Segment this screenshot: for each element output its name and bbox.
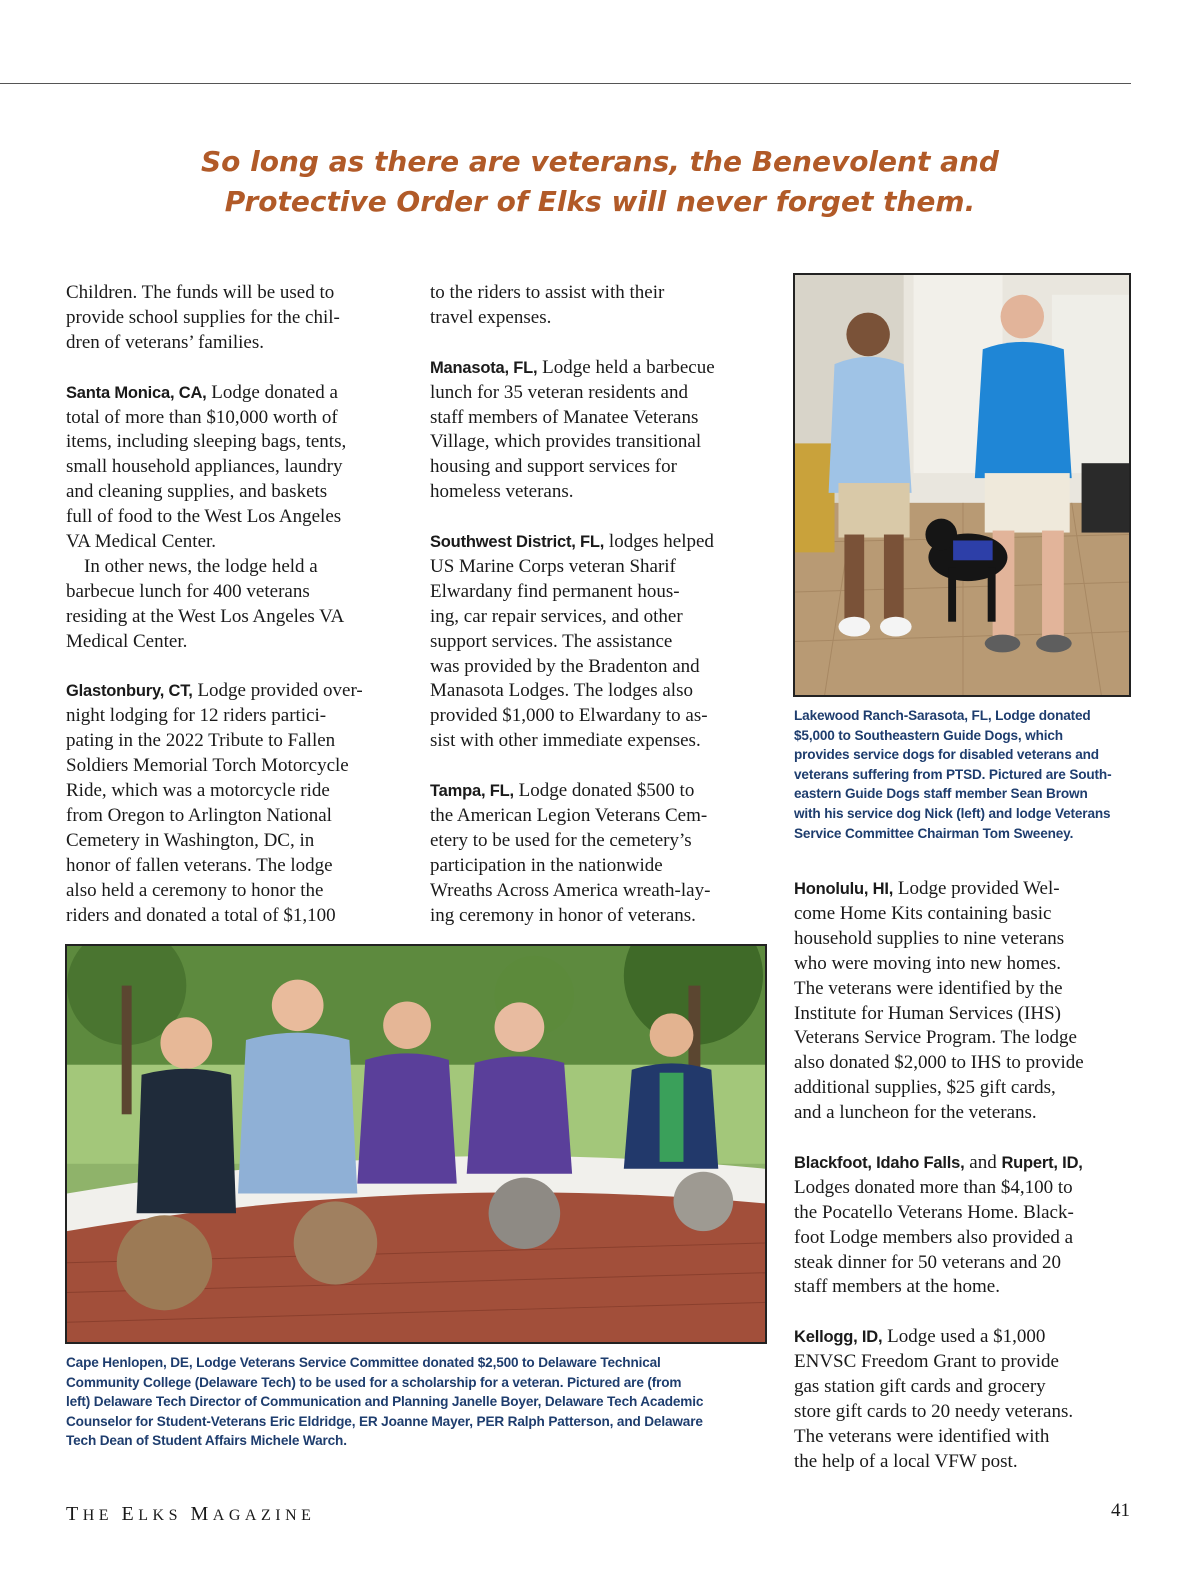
text-line: pating in the 2022 Tribute to Fallen bbox=[66, 730, 336, 752]
caption-line: Cape Henlopen, DE, Lodge Veterans Service Committee donated $2,500 to Delaware Technical bbox=[66, 1355, 661, 1370]
paragraph-blackfoot bbox=[794, 1151, 1139, 1300]
text-line: also held a ceremony to honor the bbox=[66, 879, 324, 901]
text-line: to the riders to assist with their bbox=[430, 282, 665, 303]
text-line: etery to be used for the cemetery’s bbox=[430, 829, 692, 851]
text-line: night lodging for 12 riders partici- bbox=[66, 705, 327, 727]
text-line: staff members at the home. bbox=[794, 1276, 1000, 1298]
page-number: 41 bbox=[1111, 1500, 1130, 1521]
text-line: ing, car repair services, and other bbox=[430, 605, 683, 627]
caption-line: Community College (Delaware Tech) to be used for a scholarship for a veteran. Pictured are (from bbox=[66, 1374, 682, 1390]
photo-cape-henlopen-illustration bbox=[67, 946, 765, 1342]
location-label: Santa Monica, CA, bbox=[66, 383, 207, 402]
text-line: and cleaning supplies, and baskets bbox=[66, 481, 328, 503]
text-line: and a luncheon for the veterans. bbox=[794, 1102, 1037, 1124]
paragraph-tampa bbox=[430, 779, 775, 928]
caption-line: Counselor for Student-Veterans Eric Eldridge, ER Joanne Mayer, PER Ralph Patterson, and Delaware bbox=[66, 1413, 703, 1429]
caption-lakewood-ranch bbox=[794, 706, 1134, 843]
location-label: Manasota, FL, bbox=[430, 358, 538, 377]
pull-quote-line: So long as there are veterans, the Benevolent and bbox=[201, 145, 999, 178]
text-line: the Pocatello Veterans Home. Black- bbox=[794, 1201, 1074, 1223]
text-line: housing and support services for bbox=[430, 456, 677, 478]
text-line: dren of veterans’ families. bbox=[66, 331, 265, 353]
text-line: total of more than $10,000 worth of bbox=[66, 406, 338, 428]
location-label: Rupert, ID, bbox=[1001, 1153, 1083, 1172]
text-line: lunch for 35 veteran residents and bbox=[430, 381, 688, 403]
caption-line: Lakewood Ranch-Sarasota, FL, Lodge donated bbox=[794, 708, 1091, 723]
text-line: gas station gift cards and grocery bbox=[794, 1376, 1046, 1398]
text-line: household supplies to nine veterans bbox=[794, 927, 1065, 949]
caption-cape-henlopen bbox=[66, 1353, 766, 1451]
footer-small: HE bbox=[82, 1507, 114, 1524]
caption-line: eastern Guide Dogs staff member Sean Brown bbox=[794, 786, 1088, 802]
text-line: staff members of Manatee Veterans bbox=[430, 406, 699, 428]
caption-line: provides service dogs for disabled veterans and bbox=[794, 747, 1099, 763]
text-line bbox=[794, 1151, 1139, 1176]
paragraph-riders bbox=[430, 281, 775, 331]
paragraph-kellogg bbox=[794, 1325, 1139, 1474]
text-line: additional supplies, $25 gift cards, bbox=[794, 1077, 1056, 1099]
text-line: ENVSC Freedom Grant to provide bbox=[794, 1351, 1059, 1373]
text-line: Lodges donated more than $4,100 to bbox=[794, 1176, 1073, 1198]
footer-cap: M bbox=[190, 1503, 213, 1525]
text-line: Elwardany find permanent hous- bbox=[430, 580, 680, 602]
text-line: full of food to the West Los Angeles bbox=[66, 506, 342, 528]
text-line: items, including sleeping bags, tents, bbox=[66, 431, 347, 453]
text-run: and bbox=[964, 1151, 1002, 1173]
text-line: Institute for Human Services (IHS) bbox=[794, 1002, 1061, 1024]
text-line bbox=[794, 1325, 1139, 1350]
location-label: Kellogg, ID, bbox=[794, 1328, 883, 1347]
text-line: from Oregon to Arlington National bbox=[66, 805, 332, 826]
header-rule bbox=[0, 83, 1131, 84]
text-run: lodges helped bbox=[604, 531, 714, 553]
footer-cap: T bbox=[66, 1503, 83, 1525]
text-line: small household appliances, laundry bbox=[66, 456, 343, 478]
text-line: come Home Kits containing basic bbox=[794, 902, 1052, 924]
text-run: Lodge provided over- bbox=[192, 680, 363, 702]
text-line: ing ceremony in honor of veterans. bbox=[430, 904, 696, 926]
text-line bbox=[430, 779, 775, 804]
text-line: Ride, which was a motorcycle ride bbox=[66, 780, 330, 802]
pull-quote-line: Protective Order of Elks will never forget them. bbox=[224, 185, 976, 218]
paragraph-santa-monica bbox=[66, 381, 406, 555]
paragraph-children bbox=[66, 281, 406, 356]
text-run: Lodge provided Wel- bbox=[893, 878, 1060, 899]
text-line: homeless veterans. bbox=[430, 481, 574, 503]
photo-cape-henlopen bbox=[65, 944, 767, 1344]
photo-guide-dogs-illustration bbox=[795, 275, 1129, 695]
text-line: who were moving into new homes. bbox=[794, 952, 1062, 974]
location-label: Glastonbury, CT, bbox=[66, 682, 193, 701]
text-line: was provided by the Bradenton and bbox=[430, 655, 700, 677]
paragraph-other-news bbox=[66, 555, 406, 655]
text-line: support services. The assistance bbox=[430, 630, 673, 652]
text-line bbox=[430, 356, 775, 381]
text-line: honor of fallen veterans. The lodge bbox=[66, 854, 333, 876]
footer-small: LKS bbox=[138, 1507, 182, 1524]
text-run: Lodge donated $500 to bbox=[513, 780, 695, 802]
text-line: foot Lodge members also provided a bbox=[794, 1226, 1074, 1248]
article-column-2 bbox=[430, 281, 775, 929]
location-label: Southwest District, FL, bbox=[430, 533, 605, 552]
text-line: In other news, the lodge held a bbox=[84, 555, 318, 577]
location-label: Honolulu, HI, bbox=[794, 880, 894, 898]
caption-line: left) Delaware Tech Director of Communication and Planning Janelle Boyer, Delaware Tech Academic bbox=[66, 1394, 704, 1410]
paragraph-honolulu bbox=[794, 877, 1139, 1126]
text-line: Children. The funds will be used to bbox=[66, 282, 335, 303]
text-line: Soldiers Memorial Torch Motorcycle bbox=[66, 755, 349, 777]
paragraph-southwest-district bbox=[430, 530, 775, 754]
pull-quote bbox=[150, 142, 1050, 222]
text-line: participation in the nationwide bbox=[430, 854, 663, 876]
text-line: steak dinner for 50 veterans and 20 bbox=[794, 1251, 1061, 1273]
text-line: Wreaths Across America wreath-lay- bbox=[430, 879, 711, 901]
paragraph-manasota bbox=[430, 356, 775, 505]
text-line bbox=[794, 877, 1139, 902]
text-line: Cemetery in Washington, DC, in bbox=[66, 829, 315, 851]
text-line: also donated $2,000 to IHS to provide bbox=[794, 1052, 1084, 1074]
text-line: The veterans were identified with bbox=[794, 1425, 1050, 1447]
text-line: the help of a local VFW post. bbox=[794, 1450, 1018, 1472]
text-line: Veterans Service Program. The lodge bbox=[794, 1027, 1077, 1049]
text-line: US Marine Corps veteran Sharif bbox=[430, 555, 676, 577]
text-line: the American Legion Veterans Cem- bbox=[430, 804, 708, 826]
article-column-1 bbox=[66, 281, 406, 929]
text-line: Manasota Lodges. The lodges also bbox=[430, 680, 693, 702]
caption-line: veterans suffering from PTSD. Pictured are South- bbox=[794, 766, 1112, 782]
text-line: Medical Center. bbox=[66, 630, 188, 652]
text-line: sist with other immediate expenses. bbox=[430, 730, 701, 752]
text-line: travel expenses. bbox=[430, 306, 552, 328]
location-label: Blackfoot, Idaho Falls, bbox=[794, 1153, 965, 1172]
text-run: Lodge used a $1,000 bbox=[882, 1326, 1046, 1348]
text-line: riders and donated a total of $1,100 bbox=[66, 904, 336, 926]
text-line bbox=[66, 381, 406, 406]
text-line: residing at the West Los Angeles VA bbox=[66, 605, 345, 627]
photo-guide-dogs bbox=[793, 273, 1131, 697]
text-line: VA Medical Center. bbox=[66, 531, 217, 553]
text-line bbox=[430, 530, 775, 555]
text-run: Lodge held a barbecue bbox=[537, 356, 715, 378]
text-line: barbecue lunch for 400 veterans bbox=[66, 580, 310, 602]
text-line bbox=[66, 679, 406, 704]
text-line: provide school supplies for the chil- bbox=[66, 306, 340, 328]
text-line: provided $1,000 to Elwardany to as- bbox=[430, 705, 708, 727]
caption-line: with his service dog Nick (left) and lodge Veterans bbox=[794, 805, 1111, 821]
text-line: Village, which provides transitional bbox=[430, 431, 702, 453]
location-label: Tampa, FL, bbox=[430, 782, 514, 801]
footer-small: AGAZINE bbox=[212, 1507, 316, 1524]
caption-line: Tech Dean of Student Affairs Michele Warch. bbox=[66, 1433, 347, 1449]
footer-cap: E bbox=[121, 1503, 139, 1525]
paragraph-glastonbury bbox=[66, 679, 406, 928]
text-line: The veterans were identified by the bbox=[794, 977, 1063, 999]
text-line: store gift cards to 20 needy veterans. bbox=[794, 1401, 1074, 1422]
text-run: Lodge donated a bbox=[206, 381, 338, 403]
caption-line: Service Committee Chairman Tom Sweeney. bbox=[794, 825, 1074, 841]
caption-line: $5,000 to Southeastern Guide Dogs, which bbox=[794, 727, 1063, 743]
magazine-title bbox=[66, 1503, 315, 1526]
article-column-3 bbox=[794, 877, 1139, 1475]
